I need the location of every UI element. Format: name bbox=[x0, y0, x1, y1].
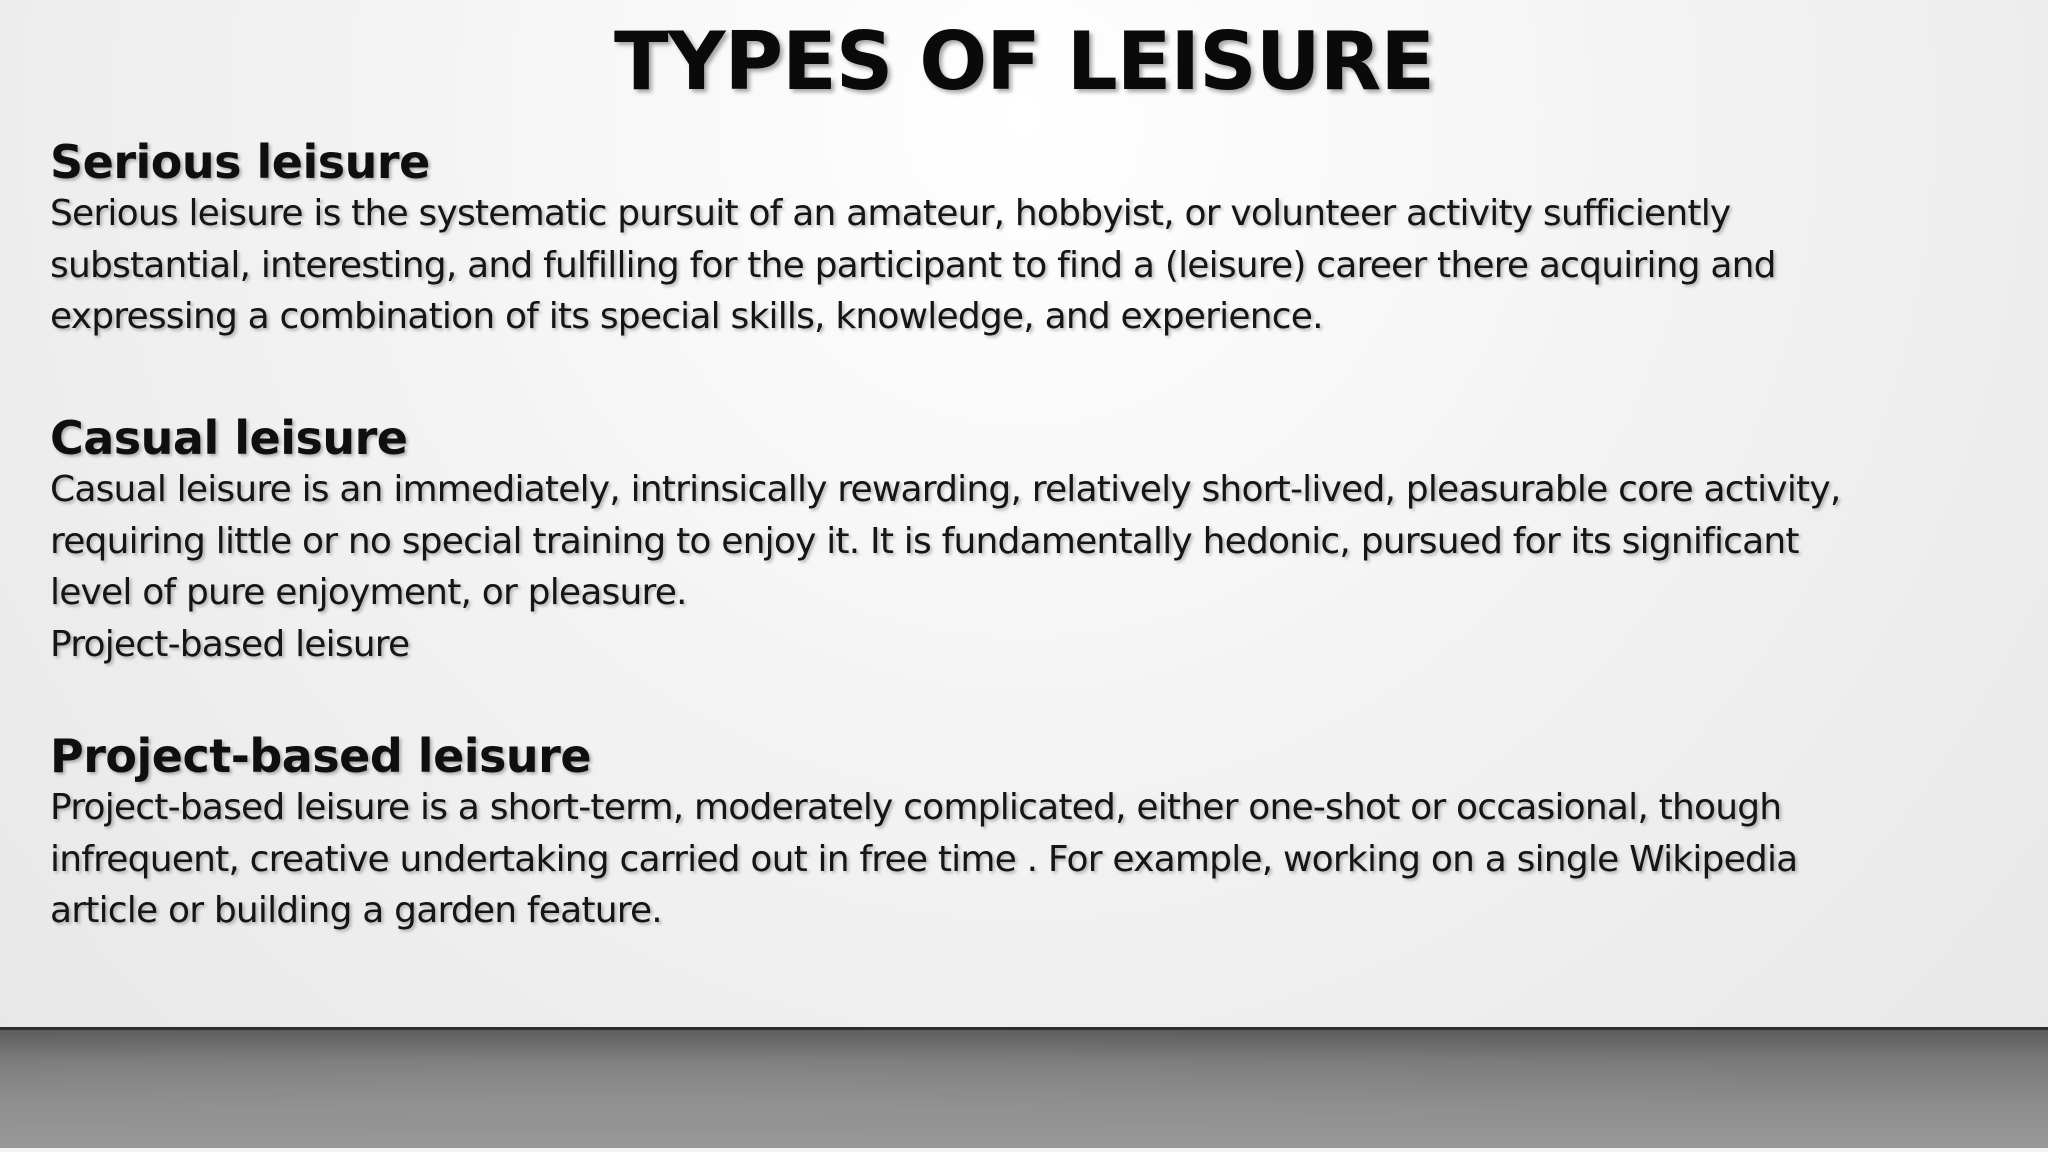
section-casual-leisure bbox=[50, 412, 2010, 670]
body-line: Project-based leisure bbox=[50, 623, 410, 665]
section-body bbox=[50, 188, 2010, 343]
section-body bbox=[50, 782, 2010, 937]
section-project-based-leisure bbox=[50, 730, 2010, 937]
bottom-strip bbox=[0, 1148, 2048, 1152]
body-line: substantial, interesting, and fulfilling for the participant to find a (leisure) career there acquiring and bbox=[50, 244, 1776, 286]
section-body bbox=[50, 464, 2010, 670]
section-heading: Serious leisure bbox=[50, 135, 430, 189]
section-serious-leisure bbox=[50, 136, 2010, 343]
body-line: Project-based leisure is a short-term, moderately complicated, either one-shot or occasional, though bbox=[50, 787, 1782, 828]
body-line: level of pure enjoyment, or pleasure. bbox=[50, 572, 687, 613]
body-line: requiring little or no special training to enjoy it. It is fundamentally hedonic, pursued for its significant bbox=[50, 520, 1799, 562]
body-line: Casual leisure is an immediately, intrinsically rewarding, relatively short-lived, pleasurable core activity, bbox=[50, 469, 1841, 510]
slide-title: TYPES OF LEISURE bbox=[614, 15, 1434, 108]
floor-background bbox=[0, 1027, 2048, 1152]
body-line: Serious leisure is the systematic pursuit of an amateur, hobbyist, or volunteer activity sufficiently bbox=[50, 193, 1731, 234]
section-heading: Project-based leisure bbox=[50, 729, 592, 783]
body-line: expressing a combination of its special skills, knowledge, and experience. bbox=[50, 296, 1323, 337]
body-line: infrequent, creative undertaking carried out in free time . For example, working on a single Wikipedia bbox=[50, 838, 1798, 880]
body-line: article or building a garden feature. bbox=[50, 890, 662, 931]
section-heading: Casual leisure bbox=[50, 411, 408, 465]
